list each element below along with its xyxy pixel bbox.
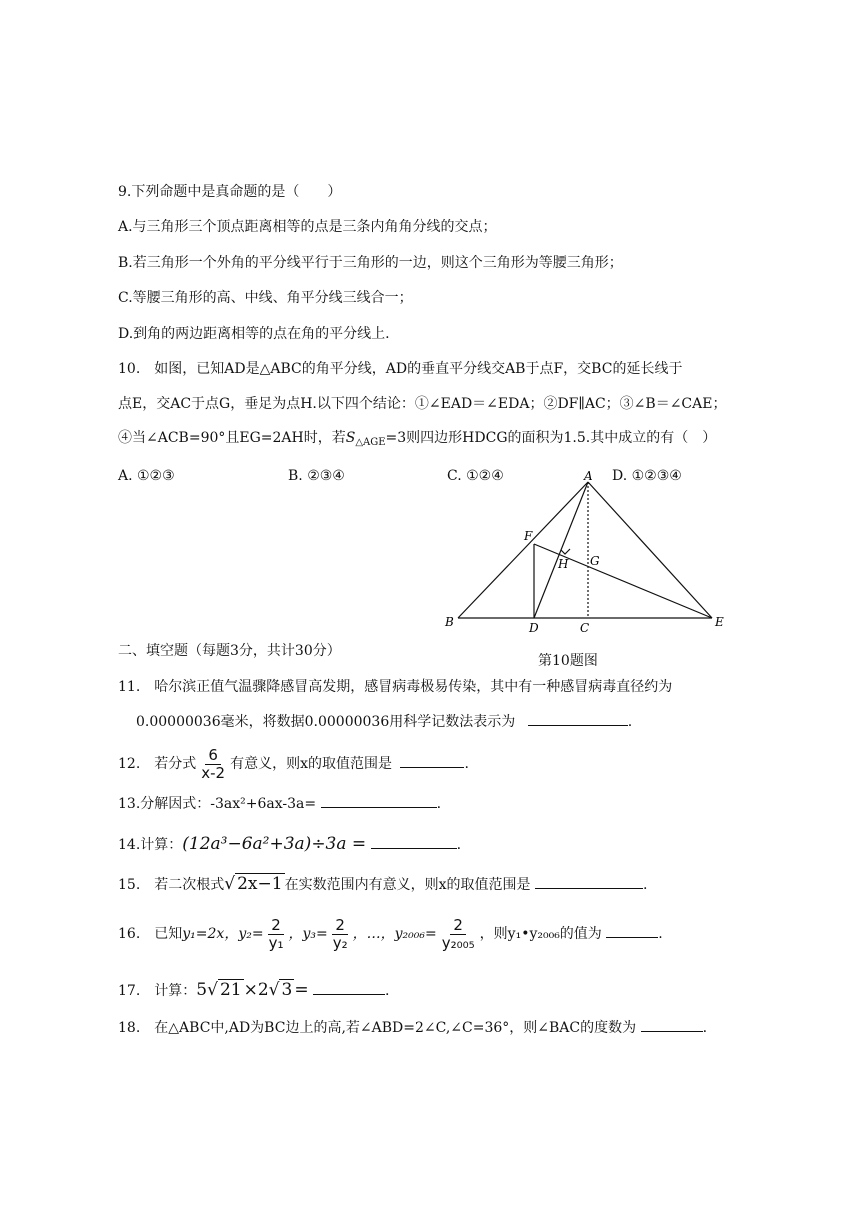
q13-answer-blank: [321, 793, 437, 808]
figure-caption: 第10题图: [538, 653, 598, 669]
area-symbol: S: [345, 430, 356, 446]
q14-line: 14.计算：(12a³−6a²+3a)÷3a = .: [118, 834, 462, 854]
q13-line: 13.分解因式：-3ax²+6ax-3a= .: [118, 793, 441, 814]
q9-option-b: B.若三角形一个外角的平分线平行于三角形的一边，则这个三角形为等腰三角形；: [118, 255, 623, 271]
q9-option-a: A.与三角形三个顶点距离相等的点是三条内角角分线的交点；: [118, 219, 497, 235]
q16-fraction-2: $\frac{2}{\text{y₂}}$: [332, 915, 348, 952]
label-e: E: [715, 615, 724, 629]
q15-answer-blank: [535, 874, 643, 889]
label-c: C: [580, 621, 590, 635]
q9-stem: 9.下列命题中是真命题的是（ ）: [118, 184, 342, 200]
q16-line: 16. 已知y₁=2x，y₂= $\frac{2}{\text{y₁}}$ ，y₃= $\frac{2}{\text{y₂}}$ ，…，y₂₀₀₆= $\frac{2}{\text{y₂₀₀₅}}$ ，则y₁•y₂₀₀₆的值为 .: [118, 915, 663, 952]
q11-line1: 11. 哈尔滨正值气温骤降感冒高发期，感冒病毒极易传染，其中有一种感冒病毒直径约为: [118, 679, 673, 695]
q12-line: 12. 若分式 $\frac{6}{x-2}$ 有意义，则x的取值范围是 .: [118, 745, 469, 782]
q12-fraction: $\frac{6}{x-2}$: [201, 745, 226, 782]
segment-ae: [588, 482, 712, 618]
q10-line3: ④当∠ACB=90°且EG=2AH时，若$S_{\triangle AGE}=3$则四边形HDCG的面积为1.5.其中成立的有（ ）: [118, 430, 717, 448]
q10-figure: [440, 470, 740, 640]
section-heading: 二、填空题（每题3分，共计30分）: [118, 643, 341, 659]
q15-line: 15. 若二次根式√ 2x−1 在实数范围内有意义，则x的取值范围是 .: [118, 874, 648, 894]
q10-line2: 点E，交AC于点G，垂足为点H.以下四个结论：①∠EAD＝∠EDA；②DF∥AC；③∠B＝∠CAE；: [118, 396, 727, 412]
q14-answer-blank: [371, 834, 457, 849]
label-h: H: [558, 557, 569, 571]
q17-line: 17. 计算：5√ 21 ×2√ 3 = .: [118, 980, 390, 1000]
segment-fe: [534, 544, 712, 618]
q9-option-d: D.到角的两边距离相等的点在角的平分线上.: [118, 326, 390, 342]
q10-line1: 10. 如图，已知AD是△ABC的角平分线，AD的垂直平分线交AB于点F，交BC的延长线于: [118, 361, 683, 377]
q14-expression: (12a³−6a²+3a)÷3a =: [182, 834, 367, 854]
q10-option-b: B. ②③④: [288, 468, 345, 484]
q12-answer-blank: [400, 753, 464, 768]
label-d: D: [529, 621, 539, 635]
q16-fraction-1: $\frac{2}{\text{y₁}}$: [268, 915, 284, 952]
label-g: G: [590, 554, 600, 568]
label-f: F: [524, 529, 533, 543]
q11-answer-blank: [528, 711, 628, 726]
label-b: B: [445, 615, 454, 629]
q10-option-a: A. ①②③: [118, 468, 175, 484]
q15-radical: √ 2x−1: [224, 874, 283, 894]
q11-line2: 0.00000036毫米，将数据0.00000036用科学记数法表示为 .: [136, 711, 632, 732]
q18-line: 18. 在△ABC中,AD为BC边上的高,若∠ABD=2∠C,∠C=36°，则∠BAC的度数为 .: [118, 1017, 707, 1038]
q17-answer-blank: [313, 980, 385, 995]
q16-answer-blank: [606, 923, 658, 938]
label-a: A: [584, 470, 593, 483]
q9-option-c: C.等腰三角形的高、中线、角平分线三线合一；: [118, 290, 413, 306]
right-angle-mark: [561, 549, 570, 554]
q10-option-c: C. ①②④: [447, 468, 504, 484]
q18-answer-blank: [641, 1017, 703, 1032]
area-subscript: △AGE: [355, 437, 386, 448]
q16-fraction-3: $\frac{2}{\text{y₂₀₀₅}}$: [441, 915, 475, 952]
q10-option-d: D. ①②③④: [612, 468, 682, 484]
